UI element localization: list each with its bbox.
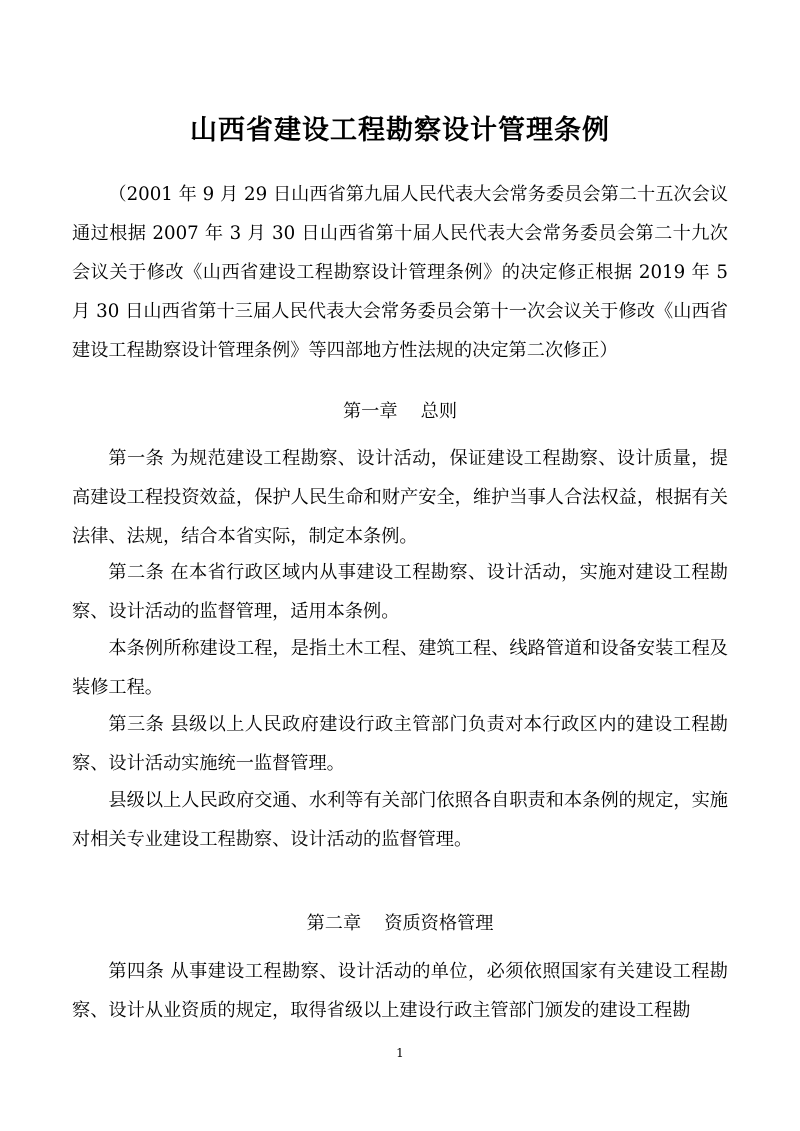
- chapter-heading-2: 第二章 资质资格管理: [306, 913, 494, 934]
- article-3-supplement-paragraph: 县级以上人民政府交通、水利等有关部门依照各自职责和本条例的规定，实施对相关专业建设工程勘察、设计活动的监督管理。: [72, 790, 728, 850]
- page-number: 1: [396, 1046, 404, 1060]
- article-2-definition-paragraph: 本条例所称建设工程，是指土木工程、建筑工程、线路管道和设备安装工程及装修工程。: [72, 638, 728, 698]
- preamble-paragraph: （2001 年 9 月 29 日山西省第九届人民代表大会常务委员会第二十五次会议通过根据 2007 年 3 月 30 日山西省第十届人民代表大会常务委员会第二十九次会议关于修改《山西省建设工程勘察设计管理条例》的决定修正根据 2019 年 5 月 30 日山西省第十三届人民代表大会常务委员会第十一次会议关于修改《山西省建设工程勘察设计管理条例》等四部地方性法规的决定第二次修正）: [72, 184, 728, 361]
- document-title: 山西省建设工程勘察设计管理条例: [190, 115, 610, 146]
- article-1-paragraph: 第一条 为规范建设工程勘察、设计活动，保证建设工程勘察、设计质量，提高建设工程投资效益，保护人民生命和财产安全，维护当事人合法权益，根据有关法律、法规，结合本省实际，制定本条例。: [72, 448, 728, 547]
- article-4-paragraph: 第四条 从事建设工程勘察、设计活动的单位，必须依照国家有关建设工程勘察、设计从业资质的规定，取得省级以上建设行政主管部门颁发的建设工程勘: [72, 961, 728, 1021]
- article-3-paragraph: 第三条 县级以上人民政府建设行政主管部门负责对本行政区内的建设工程勘察、设计活动实施统一监督管理。: [72, 714, 728, 774]
- chapter-heading-1: 第一章 总则: [342, 401, 458, 422]
- article-2-paragraph: 第二条 在本省行政区域内从事建设工程勘察、设计活动，实施对建设工程勘察、设计活动的监督管理，适用本条例。: [72, 562, 728, 622]
